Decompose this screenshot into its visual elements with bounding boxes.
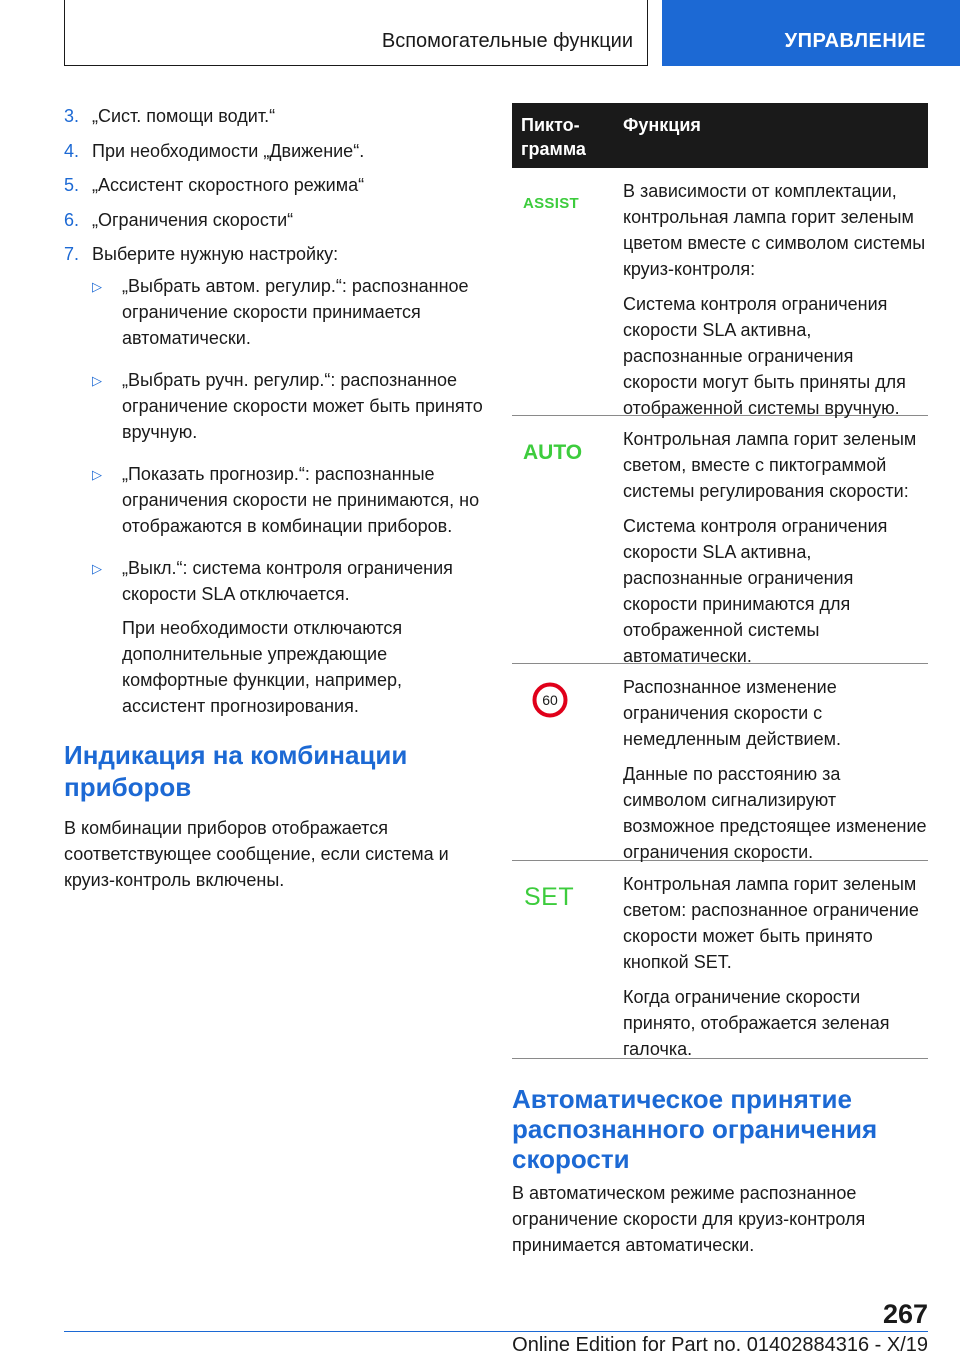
auto-adopt-heading: Автоматическое принятие распознанного ограничения скорости	[512, 1084, 878, 1174]
step-item	[64, 241, 484, 267]
footer-divider	[64, 1331, 928, 1332]
function-cell	[612, 664, 928, 860]
auto-indicator-icon: AUTO	[523, 441, 583, 464]
col-header-pictogram: Пикто-грамма	[521, 115, 586, 159]
option-text: „Выбрать автом. регулир.“: распознанное ограничение скорости принимается автоматически.	[122, 276, 469, 348]
function-text: Данные по расстоянию за символом сигнализируют возможное предстоящее изменение ограничения скорости.	[623, 764, 927, 862]
triangle-bullet-icon: ▷	[92, 561, 102, 576]
function-text: Контрольная лампа горит зеленым светом: распознанное ограничение скорости может быть принято кнопкой SET.	[623, 874, 919, 972]
pictogram-cell	[512, 416, 612, 663]
option-item	[92, 367, 484, 445]
option-text: „Выкл.“: система контроля ограничения скорости SLA отключается.	[122, 558, 453, 604]
function-text: Контрольная лампа горит зеленым светом, вместе с пиктограммой системы регулирования скорости:	[623, 429, 917, 501]
assist-indicator-icon: ASSIST	[523, 195, 579, 212]
auto-adopt-text: В автоматическом режиме распознанное ограничение скорости для круиз-контроля принимается автоматически.	[512, 1183, 866, 1255]
step-item	[64, 207, 484, 233]
page-number: 267	[882, 1299, 928, 1329]
header-section-box	[64, 0, 648, 66]
table-row	[512, 168, 928, 416]
triangle-bullet-icon: ▷	[92, 279, 102, 294]
option-item	[92, 555, 484, 719]
option-item	[92, 461, 484, 539]
table-row	[512, 664, 928, 861]
function-text: Когда ограничение скорости принято, отображается зеленая галочка.	[623, 987, 890, 1059]
cluster-heading: Индикация на комбинации приборов	[64, 740, 408, 802]
function-text: Система контроля ограничения скорости SLA активна, распознанные ограничения скорости могут быть приняты для отображенной системы вручную.	[623, 294, 906, 418]
header-chapter-box	[662, 0, 960, 66]
function-cell	[612, 861, 928, 1058]
footer-edition: Online Edition for Part no. 01402884316 - X/19	[512, 1334, 928, 1356]
pictogram-cell	[512, 168, 612, 415]
header-section-title: Вспомогательные функции	[381, 30, 633, 52]
function-text: В зависимости от комплектации, контрольная лампа горит зеленым цветом вместе с символом системы круиз-контроля:	[623, 181, 926, 279]
cluster-text: В комбинации приборов отображается соответствующее сообщение, если система и круиз-контроль включены.	[64, 818, 449, 890]
step-item	[64, 103, 484, 129]
step-text: „Ассистент скоростного режима“	[92, 175, 365, 195]
col-header-function: Функция	[623, 115, 701, 135]
step-text: „Сист. помощи водит.“	[92, 106, 276, 126]
step-text: При необходимости „Движение“.	[92, 140, 365, 161]
step-number: 3.	[64, 106, 80, 126]
function-text: Система контроля ограничения скорости SLA активна, распознанные ограничения скорости принимаются для отображенной системы автоматически.	[623, 516, 888, 666]
step-number: 7.	[64, 244, 80, 264]
step-text: Выберите нужную настройку:	[92, 244, 339, 264]
pictogram-cell	[512, 664, 612, 860]
step-number: 6.	[64, 209, 80, 230]
function-cell	[612, 168, 928, 418]
step-text: „Ограничения скорости“	[92, 209, 294, 230]
option-item	[92, 273, 484, 351]
option-text: „Показать прогнозир.“: распознанные ограничения скорости не принимаются, но отображаются в комбинации приборов.	[122, 464, 480, 536]
step-number: 4.	[64, 140, 80, 161]
option-text: „Выбрать ручн. регулир.“: распознанное ограничение скорости может быть принято вручную.	[122, 370, 483, 442]
triangle-bullet-icon: ▷	[92, 373, 102, 388]
header-chapter-title: УПРАВЛЕНИЕ	[784, 30, 926, 52]
option-note: При необходимости отключаются дополнительные упреждающие комфортные функции, например, ассистент прогнозирования.	[122, 618, 403, 716]
function-text: Распознанное изменение ограничения скорости с немедленным действием.	[623, 677, 841, 749]
speed-limit-value: 60	[542, 692, 558, 708]
left-column	[64, 103, 484, 893]
step-item	[64, 138, 484, 164]
step-item	[64, 172, 484, 198]
table-header	[512, 103, 928, 168]
step-number: 5.	[64, 175, 80, 195]
pictogram-table	[512, 103, 928, 1059]
table-row	[512, 416, 928, 664]
triangle-bullet-icon: ▷	[92, 467, 102, 482]
option-list	[92, 273, 484, 719]
table-row	[512, 861, 928, 1059]
set-indicator-icon: SET	[524, 883, 575, 911]
pictogram-cell	[512, 861, 612, 1058]
function-cell	[612, 416, 928, 666]
speed-limit-sign-icon	[532, 682, 568, 718]
